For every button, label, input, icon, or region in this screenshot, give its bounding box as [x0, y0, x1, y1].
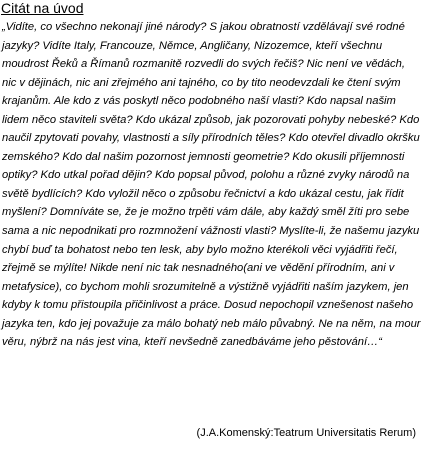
quote-line: metafysice), co bychom mohli srozumitelně a výstižně vyjádřiti naším jazykem, jen [2, 280, 409, 293]
quote-line: optiky? Kdo utkal pořad dějin? Kdo popsal původ, polohu a různé zvyky národů na [2, 169, 410, 182]
quote-line: věru, nýbrž na nás jest vina, kteří nevšedně zanedbáváme jeho pěstování…“ [2, 336, 382, 349]
quote-line: krajanům. Ale kdo z vás poskytl něco podobného naší vlasti? Kdo napsal našim [2, 95, 396, 108]
quote-line: myšlení? Domníváte se, že je možno trpěti vám dále, aby každý směl žíti pro sebe [2, 206, 410, 219]
quote-line: světě bydlících? Kdo vyložil něco o způsobu řečnictví a kdo ukázal cestu, jak řídit [2, 187, 404, 200]
quote-line: zemského? Kdo dal našim pozornost jemnosti geometrie? Kdo okusili příjemnosti [2, 150, 405, 163]
quote-line: kdyby k tomu přistoupila přičinlivost a práce. Dosud nepochopil vznešenost našeho [2, 299, 414, 312]
quote-line: moudrost Řeků a Římanů rozmanitě rozvedli do svých řečiš? Nic není ve vědách, [2, 58, 405, 71]
quote-citation: (J.A.Komenský:Teatrum Universitatis Rerum) [196, 427, 416, 439]
quote-line: zřejmě se mýlíte! Nikde není nic tak nesnadného(ani ve vědění přírodním, ani v [2, 262, 395, 275]
quote-line: jazyky? Vidíte Italy, Francouze, Němce, Angličany, Nizozemce, kteří všechnu [2, 39, 383, 52]
quote-line: chybí buď ta bohatost nebo ten lesk, aby bylo možno kterékoli věci vyjádřiti řečí, [2, 243, 398, 256]
quote-line: sama a nic nepodnikati pro rozmnožení vážnosti vlasti? Myslíte-li, že našemu jazyku [2, 225, 420, 238]
quote-line: „Vidíte, co všechno nekonají jiné národy? S jakou obratností vzdělávají své rodné [2, 21, 405, 33]
quote-line: nic v dějinách, nic ani zřejmého ani tajného, co by tito neodevzdali ke čtení svým [2, 76, 401, 89]
quote-body [2, 18, 435, 352]
quote-line: naučil zpytovati povahy, vlastnosti a síly přírodních těles? Kdo otevřel divadlo okršku [2, 132, 420, 145]
document-heading: Citát na úvod [1, 0, 84, 16]
quote-line: lidem něco staviteli světa? Kdo ukázal způsob, jak pozorovati pohyby nebeské? Kdo [2, 113, 420, 126]
quote-line: jazyka ten, kdo jej považuje za málo bohatý neb málo půvabný. Ne na něm, na mour [2, 317, 421, 330]
